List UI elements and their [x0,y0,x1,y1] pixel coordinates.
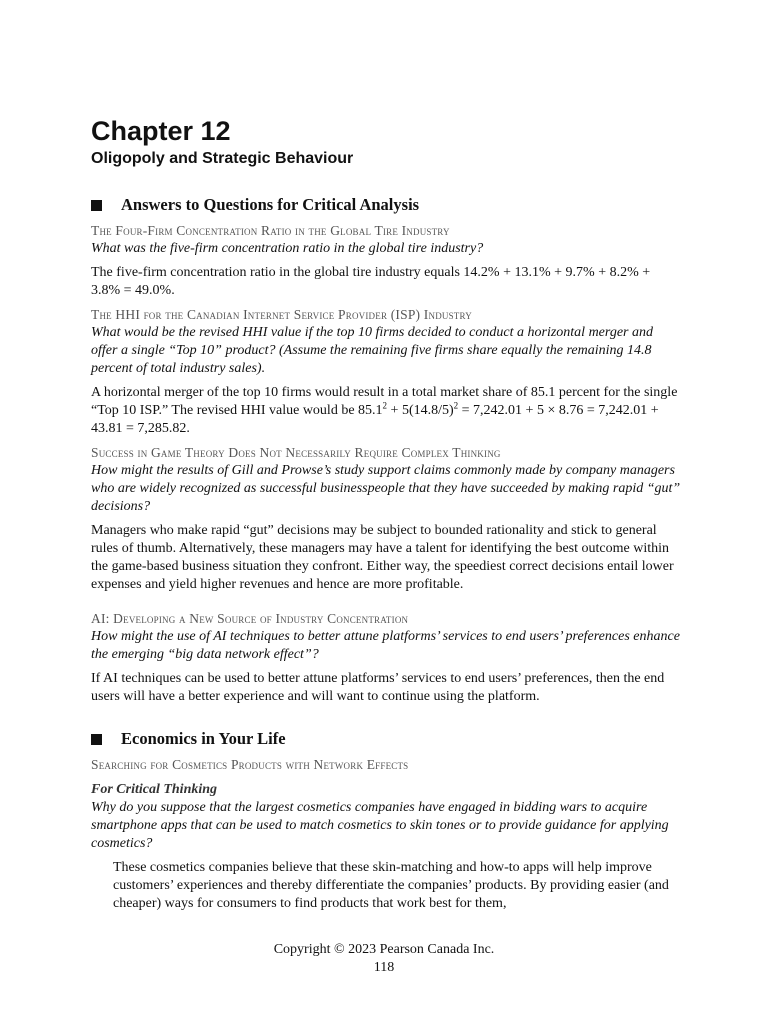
box-title: AI: Developing a New Source of Industry Concentration [91,611,409,626]
qa-block-hhi-isp [91,306,681,438]
qa-block-ai-concentration [91,610,681,706]
box-title: The Four-Firm Concentration Ratio in the Global Tire Industry [91,223,450,238]
qa-block-cosmetics [91,756,681,913]
section-heading-economics-life [91,729,286,749]
qa-block-tire-industry [91,222,681,300]
question-text: How might the results of Gill and Prowse’s study support claims commonly made by company managers who are widely recognized as successful businesspeople that they have succeeded by making rapid “gut” decisions? [91,463,681,514]
square-bullet-icon [91,734,102,745]
chapter-subtitle: Oligopoly and Strategic Behaviour [91,150,354,167]
box-title: Success in Game Theory Does Not Necessarily Require Complex Thinking [91,445,501,460]
answer-text: Managers who make rapid “gut” decisions may be subject to bounded rationality and stick to general rules of thumb. Alternatively, these managers may have a talent for identifying the best outcome within the game-based business situation they confront. Either way, the speediest correct decisions entail lower expenses and yield higher revenues and hence are more profitable. [91,523,674,592]
question-text: How might the use of AI techniques to better attune platforms’ services to end users’ preferences enhance the emerging “big data network effect”? [91,629,680,662]
box-title: The HHI for the Canadian Internet Service Provider (ISP) Industry [91,307,472,322]
answer-text: These cosmetics companies believe that these skin-matching and how-to apps will help improve customers’ experiences and thereby differentiate the companies’ products. By providing easier (and cheaper) ways for consumers to find products that work best for them, [113,860,669,911]
section-heading-critical-analysis [91,195,419,215]
square-bullet-icon [91,200,102,211]
question-text: Why do you suppose that the largest cosmetics companies have engaged in bidding wars to acquire smartphone apps that can be used to match cosmetics to skin tones or to provide guidance for applying cosmetics? [91,800,669,851]
answer-text: The five-firm concentration ratio in the global tire industry equals 14.2% + 13.1% + 9.7% + 8.2% + 3.8% = 49.0%. [91,265,651,298]
question-text: What would be the revised HHI value if the top 10 firms decided to conduct a horizontal merger and offer a single “Top 10” product? (Assume the remaining five firms share equally the remaining 14.8 percent of total industry sales). [91,325,653,376]
section-heading-text: Answers to Questions for Critical Analysis [121,195,420,214]
page-footer [0,941,768,977]
answer-text: A horizontal merger of the top 10 firms would result in a total market share of 85.1 percent for the single “Top 10 ISP.” The revised HHI value would be $85.1^2 + 5(14.8/5)^2 = 7,242.01 + 5 \times 8.76 = 7,242.01 + 43.81 = 7,285.82$. [91,385,678,436]
page-number: 118 [373,960,395,975]
box-title: Searching for Cosmetics Products with Network Effects [91,757,409,772]
copyright-text: Copyright © 2023 Pearson Canada Inc. [273,942,495,957]
answer-text: If AI techniques can be used to better attune platforms’ services to end users’ preferences, then the end users will have a better experience and will want to continue using the platform. [91,671,665,704]
question-text: What was the five-firm concentration ratio in the global tire industry? [91,241,484,256]
chapter-title: Chapter 12 [91,116,231,146]
qa-block-game-theory [91,444,681,594]
critical-thinking-label: For Critical Thinking [91,782,218,797]
section-heading-text: Economics in Your Life [121,729,286,748]
